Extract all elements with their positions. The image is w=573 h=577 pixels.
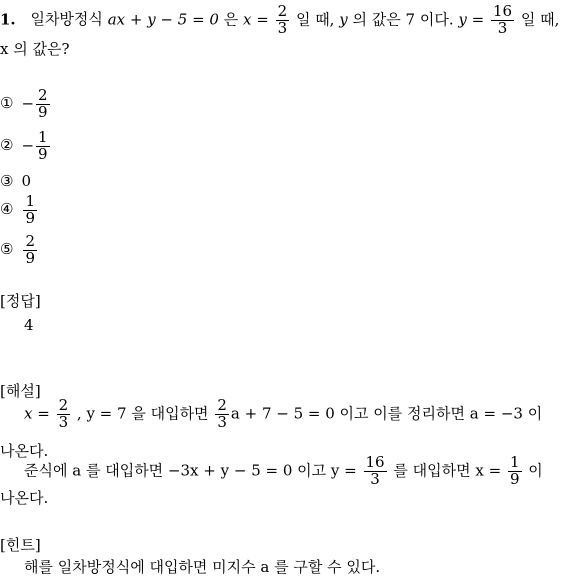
- fraction-den: 9: [38, 144, 48, 163]
- choice-marker: ②: [0, 136, 14, 155]
- question-text-3: 일 때,: [295, 10, 335, 29]
- fraction-num: 1: [38, 128, 48, 146]
- explanation-text-1: , y = 7 을 대입하면: [76, 404, 209, 423]
- choice-fraction: [23, 194, 37, 227]
- fraction-num: 1: [25, 192, 35, 210]
- question-text-4: 의 값은 7 이다.: [352, 10, 454, 29]
- answer-label: [정답]: [0, 292, 41, 310]
- fraction-num: 16: [492, 2, 513, 20]
- fraction-den: 9: [38, 102, 48, 121]
- fraction-1-9: [508, 455, 522, 488]
- fraction-2-3: [276, 4, 290, 37]
- question-text-1: 일차방정식: [30, 10, 103, 29]
- fraction-num: 1: [509, 453, 520, 471]
- fraction-den: 9: [509, 469, 520, 488]
- choice-5[interactable]: [0, 234, 39, 267]
- fraction-num: 2: [217, 396, 227, 414]
- x-equals: x =: [24, 404, 50, 423]
- fraction-16-3: [364, 455, 387, 488]
- choice-4[interactable]: [0, 194, 39, 227]
- explanation-line-1: [24, 398, 542, 431]
- hint-label: [힌트]: [0, 536, 41, 554]
- choice-marker: ⑤: [0, 240, 14, 259]
- choice-fraction: [36, 130, 50, 163]
- question-line-1: [0, 4, 559, 37]
- equation: ax + y − 5 = 0: [107, 10, 219, 29]
- fraction-16-3: [491, 4, 514, 37]
- fraction-den: 3: [370, 469, 380, 488]
- choice-fraction: [23, 234, 37, 267]
- choice-value: 0: [21, 172, 31, 190]
- y-equals: y =: [458, 10, 485, 29]
- explanation-line-3: [24, 455, 543, 488]
- answer-value: 4: [24, 316, 34, 334]
- fraction-den: 9: [25, 248, 35, 267]
- question-number: 1.: [0, 10, 16, 29]
- choice-marker: ④: [0, 200, 14, 219]
- explanation-text-4: 를 대입하면 x =: [393, 461, 502, 480]
- fraction-num: 16: [365, 453, 385, 471]
- choice-marker: ③: [0, 172, 14, 190]
- choice-marker: ①: [0, 94, 14, 113]
- explanation-label: [해설]: [0, 382, 41, 400]
- fraction-2-3b: [215, 398, 229, 431]
- fraction-num: 2: [58, 396, 69, 414]
- choice-sign: −: [21, 94, 35, 113]
- fraction-den: 3: [277, 18, 288, 37]
- hint-text: 해를 일차방정식에 대입하면 미지수 a 를 구할 수 있다.: [24, 558, 381, 576]
- explanation-text-2: a + 7 − 5 = 0 이고 이를 정리하면 a = −3 이: [230, 404, 543, 423]
- choice-1[interactable]: [0, 88, 52, 121]
- question-line-2: x 의 값은?: [0, 40, 70, 58]
- choice-fraction: [36, 88, 50, 121]
- fraction-den: 9: [25, 208, 35, 227]
- x-equals: x =: [243, 10, 269, 29]
- fraction-2-3: [57, 398, 71, 431]
- y-variable: y: [339, 10, 348, 29]
- explanation-text-5: 이: [528, 461, 543, 480]
- fraction-num: 2: [38, 86, 48, 104]
- choice-sign: −: [21, 136, 35, 155]
- question-text-5: 일 때,: [520, 10, 560, 29]
- fraction-num: 2: [25, 232, 35, 250]
- choice-2[interactable]: [0, 130, 52, 163]
- fraction-den: 3: [58, 412, 69, 431]
- explanation-line-4: 나온다.: [0, 489, 49, 507]
- choice-3[interactable]: [0, 172, 31, 190]
- fraction-den: 3: [217, 412, 227, 431]
- fraction-num: 2: [277, 2, 288, 20]
- explanation-line-2: 나온다.: [0, 442, 49, 460]
- question-text-2: 은: [223, 10, 239, 29]
- fraction-den: 3: [497, 18, 508, 37]
- explanation-text-3: 준식에 a 를 대입하면 −3x + y − 5 = 0 이고 y =: [24, 461, 357, 480]
